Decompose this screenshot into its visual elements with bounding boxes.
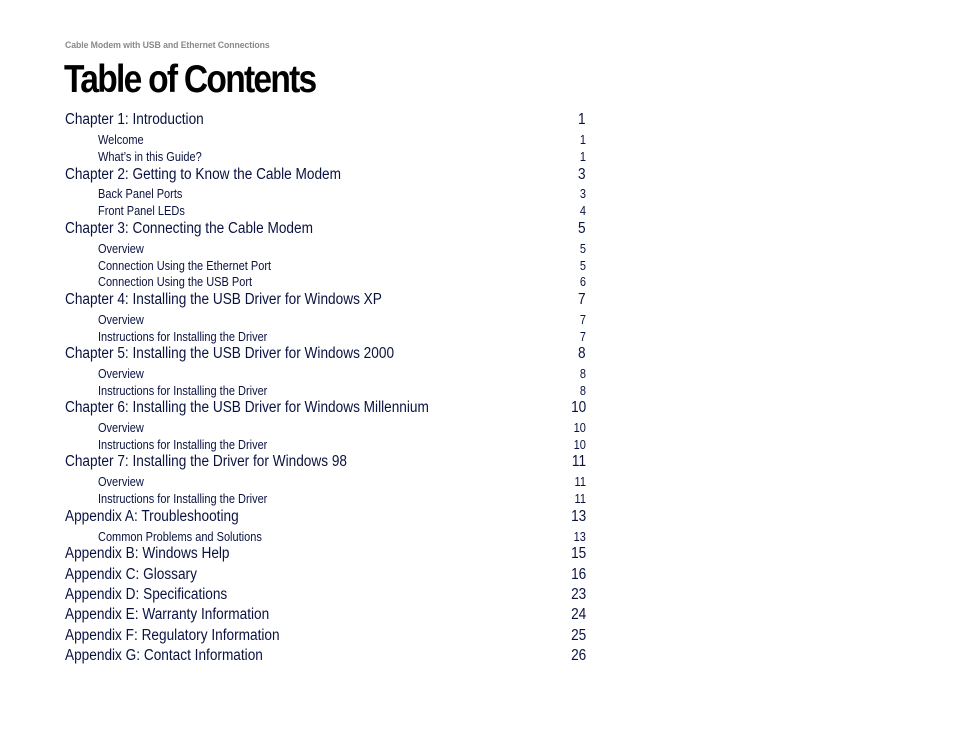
toc-entry-label: Back Panel Ports bbox=[98, 186, 183, 201]
toc-entry-page: 26 bbox=[570, 647, 586, 664]
toc-entry-label: Overview bbox=[98, 474, 144, 489]
toc-entry-chapter-6[interactable] bbox=[65, 399, 586, 417]
toc-entry-page: 4 bbox=[579, 203, 586, 218]
toc-entry-appendix-e[interactable] bbox=[65, 606, 586, 624]
toc-entry-appendix-d[interactable] bbox=[65, 586, 586, 604]
toc-entry-page: 16 bbox=[570, 566, 586, 583]
toc-subentry-installing-driver[interactable] bbox=[65, 383, 586, 398]
toc-subentry-whats-in-this-guide[interactable] bbox=[65, 149, 586, 164]
toc-entry-page: 3 bbox=[579, 186, 586, 201]
toc-subentry-overview[interactable] bbox=[65, 420, 586, 435]
toc-entry-appendix-g[interactable] bbox=[65, 647, 586, 665]
toc-entry-page: 1 bbox=[579, 132, 586, 147]
toc-entry-label: Appendix B: Windows Help bbox=[65, 545, 230, 562]
toc-entry-label: Instructions for Installing the Driver bbox=[98, 491, 268, 506]
toc-entry-label: Chapter 2: Getting to Know the Cable Modem bbox=[65, 166, 341, 183]
toc-entry-appendix-c[interactable] bbox=[65, 566, 586, 584]
toc-entry-label: Appendix G: Contact Information bbox=[65, 647, 263, 664]
toc-entry-label: Overview bbox=[98, 312, 144, 327]
toc-entry-page: 7 bbox=[579, 329, 586, 344]
toc-entry-page: 7 bbox=[579, 312, 586, 327]
toc-subentry-installing-driver[interactable] bbox=[65, 437, 586, 452]
toc-subentry-overview[interactable] bbox=[65, 474, 586, 489]
toc-entry-page: 5 bbox=[578, 220, 586, 237]
toc-entry-label: Chapter 5: Installing the USB Driver for Windows 2000 bbox=[65, 345, 395, 362]
running-header: Cable Modem with USB and Ethernet Connections bbox=[65, 40, 270, 51]
toc-entry-label: Appendix D: Specifications bbox=[65, 586, 228, 603]
toc-entry-page: 23 bbox=[570, 586, 586, 603]
toc-entry-appendix-b[interactable] bbox=[65, 545, 586, 563]
toc-entry-label: Chapter 7: Installing the Driver for Windows 98 bbox=[65, 453, 348, 470]
toc-entry-label: Welcome bbox=[98, 132, 144, 147]
page-title: Table of Contents bbox=[64, 58, 316, 101]
toc-entry-page: 1 bbox=[578, 111, 586, 128]
toc-entry-chapter-7[interactable] bbox=[65, 453, 586, 471]
toc-entry-label: Connection Using the USB Port bbox=[98, 274, 253, 289]
toc-subentry-back-panel-ports[interactable] bbox=[65, 186, 586, 201]
toc-subentry-usb-port[interactable] bbox=[65, 274, 586, 289]
toc-entry-label: Connection Using the Ethernet Port bbox=[98, 258, 272, 273]
toc-subentry-overview[interactable] bbox=[65, 312, 586, 327]
toc-entry-appendix-f[interactable] bbox=[65, 627, 586, 645]
toc-entry-chapter-2[interactable] bbox=[65, 166, 586, 184]
toc-entry-page: 13 bbox=[570, 508, 586, 525]
toc-entry-label: Chapter 1: Introduction bbox=[65, 111, 204, 128]
toc-subentry-common-problems[interactable] bbox=[65, 529, 586, 544]
toc-subentry-installing-driver[interactable] bbox=[65, 491, 586, 506]
toc-subentry-welcome[interactable] bbox=[65, 132, 586, 147]
toc-subentry-ethernet-port[interactable] bbox=[65, 258, 586, 273]
toc-entry-label: Overview bbox=[98, 366, 144, 381]
toc-entry-label: Overview bbox=[98, 241, 144, 256]
toc-entry-label: Common Problems and Solutions bbox=[98, 529, 262, 544]
toc-entry-label: Front Panel LEDs bbox=[98, 203, 185, 218]
toc-entry-page: 8 bbox=[578, 345, 586, 362]
toc-entry-page: 11 bbox=[574, 474, 586, 489]
toc-entry-label: Instructions for Installing the Driver bbox=[98, 329, 268, 344]
toc-entry-chapter-4[interactable] bbox=[65, 291, 586, 309]
toc-entry-page: 11 bbox=[574, 491, 586, 506]
toc-entry-label: Chapter 4: Installing the USB Driver for Windows XP bbox=[65, 291, 382, 308]
toc-entry-label: Appendix C: Glossary bbox=[65, 566, 197, 583]
toc-entry-page: 10 bbox=[573, 437, 586, 452]
toc-entry-page: 6 bbox=[579, 274, 586, 289]
toc-entry-page: 13 bbox=[573, 529, 586, 544]
toc-entry-page: 5 bbox=[579, 241, 586, 256]
toc-subentry-front-panel-leds[interactable] bbox=[65, 203, 586, 218]
toc-subentry-installing-driver[interactable] bbox=[65, 329, 586, 344]
toc-subentry-overview[interactable] bbox=[65, 366, 586, 381]
toc-entry-page: 7 bbox=[578, 291, 586, 308]
toc-entry-label: Instructions for Installing the Driver bbox=[98, 437, 268, 452]
toc-entry-chapter-5[interactable] bbox=[65, 345, 586, 363]
toc-entry-label: Overview bbox=[98, 420, 144, 435]
toc-entry-page: 3 bbox=[578, 166, 586, 183]
toc-subentry-overview[interactable] bbox=[65, 241, 586, 256]
toc-entry-page: 5 bbox=[579, 258, 586, 273]
toc-entry-label: What’s in this Guide? bbox=[98, 149, 202, 164]
toc-entry-chapter-1[interactable] bbox=[65, 111, 586, 129]
toc-entry-label: Chapter 3: Connecting the Cable Modem bbox=[65, 220, 313, 237]
toc-entry-label: Appendix F: Regulatory Information bbox=[65, 627, 280, 644]
toc-entry-page: 8 bbox=[579, 366, 586, 381]
toc-entry-label: Instructions for Installing the Driver bbox=[98, 383, 268, 398]
toc-entry-page: 24 bbox=[570, 606, 586, 623]
toc-entry-label: Chapter 6: Installing the USB Driver for Windows Millennium bbox=[65, 399, 429, 416]
toc-entry-label: Appendix E: Warranty Information bbox=[65, 606, 270, 623]
toc-entry-page: 15 bbox=[570, 545, 586, 562]
toc-entry-page: 10 bbox=[570, 399, 586, 416]
toc-entry-page: 8 bbox=[579, 383, 586, 398]
toc-entry-chapter-3[interactable] bbox=[65, 220, 586, 238]
toc-entry-page: 10 bbox=[573, 420, 586, 435]
toc-entry-page: 1 bbox=[579, 149, 586, 164]
toc-entry-page: 25 bbox=[570, 627, 586, 644]
toc-entry-appendix-a[interactable] bbox=[65, 508, 586, 526]
toc-entry-label: Appendix A: Troubleshooting bbox=[65, 508, 239, 525]
toc-entry-page: 11 bbox=[571, 453, 586, 470]
table-of-contents bbox=[65, 0, 586, 738]
